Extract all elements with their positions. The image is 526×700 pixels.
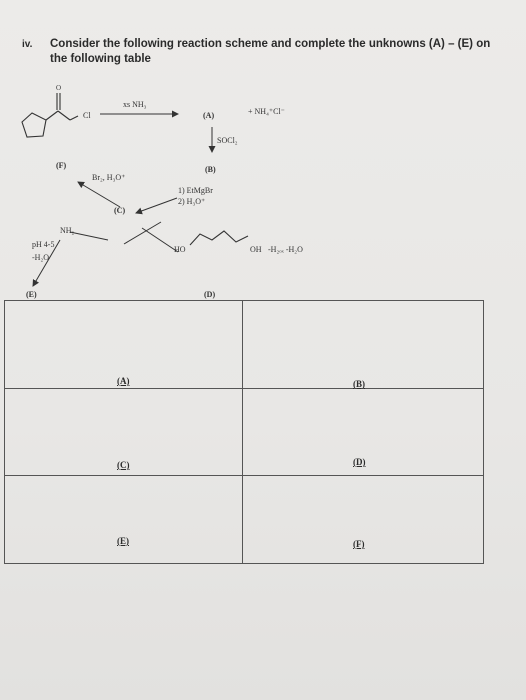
reaction-scheme xyxy=(0,0,526,300)
reagent-nh2: NH₂ xyxy=(60,226,75,235)
label-a: (A) xyxy=(203,111,215,120)
diol-structure-d xyxy=(190,231,248,245)
table-divider-row1 xyxy=(5,388,483,389)
cell-label-d: (D) xyxy=(353,457,366,467)
hydroxyl-ho: HO xyxy=(174,245,186,254)
label-e: (E) xyxy=(26,290,37,299)
byproduct-nh4cl: + NH₄⁺Cl⁻ xyxy=(248,107,285,116)
hydroxyl-oh: OH xyxy=(250,245,262,254)
label-b: (B) xyxy=(205,165,216,174)
reagent-grignard-1: 1) EtMgBr xyxy=(178,186,213,195)
svg-text:O: O xyxy=(56,84,62,92)
table-divider-row2 xyxy=(5,475,483,476)
arrow-d-to-e-crossover xyxy=(124,222,161,244)
cyclopentanecarbonyl-chloride-structure xyxy=(22,93,78,137)
answer-table xyxy=(4,300,484,564)
arrow-f-to-c xyxy=(78,182,120,207)
oxidation-conditions: -H₂ₒₓ -H₂O xyxy=(268,245,303,254)
condition-ph: pH 4-5 xyxy=(32,240,55,249)
label-d: (D) xyxy=(204,290,216,299)
question-number: iv. xyxy=(22,39,33,50)
reagent-br2: Br₂, H₃O⁺ xyxy=(92,173,126,182)
reagent-grignard-2: 2) H₃O⁺ xyxy=(178,197,206,206)
cell-label-a: (A) xyxy=(117,376,130,386)
table-divider-vertical xyxy=(242,301,243,563)
label-c: (C) xyxy=(114,206,126,215)
reagent-socl2: SOCl₂ xyxy=(217,136,238,145)
cell-label-c: (C) xyxy=(117,460,130,470)
cell-label-b: (B) xyxy=(353,379,365,389)
cell-label-e: (E) xyxy=(117,536,129,546)
question-text: Consider the following reaction scheme and complete the unknowns (A) – (E) on the following table xyxy=(50,38,491,65)
arrow-c-to-e xyxy=(70,232,108,240)
chlorine-label: Cl xyxy=(83,111,91,120)
arrow-cross-1 xyxy=(142,228,178,252)
condition-h2o: -H₂O xyxy=(32,253,50,262)
label-f: (F) xyxy=(56,161,67,170)
cell-label-f: (F) xyxy=(353,539,365,549)
arrow-to-c xyxy=(136,198,177,213)
reagent-xs-nh3: xs NH₃ xyxy=(123,100,147,109)
